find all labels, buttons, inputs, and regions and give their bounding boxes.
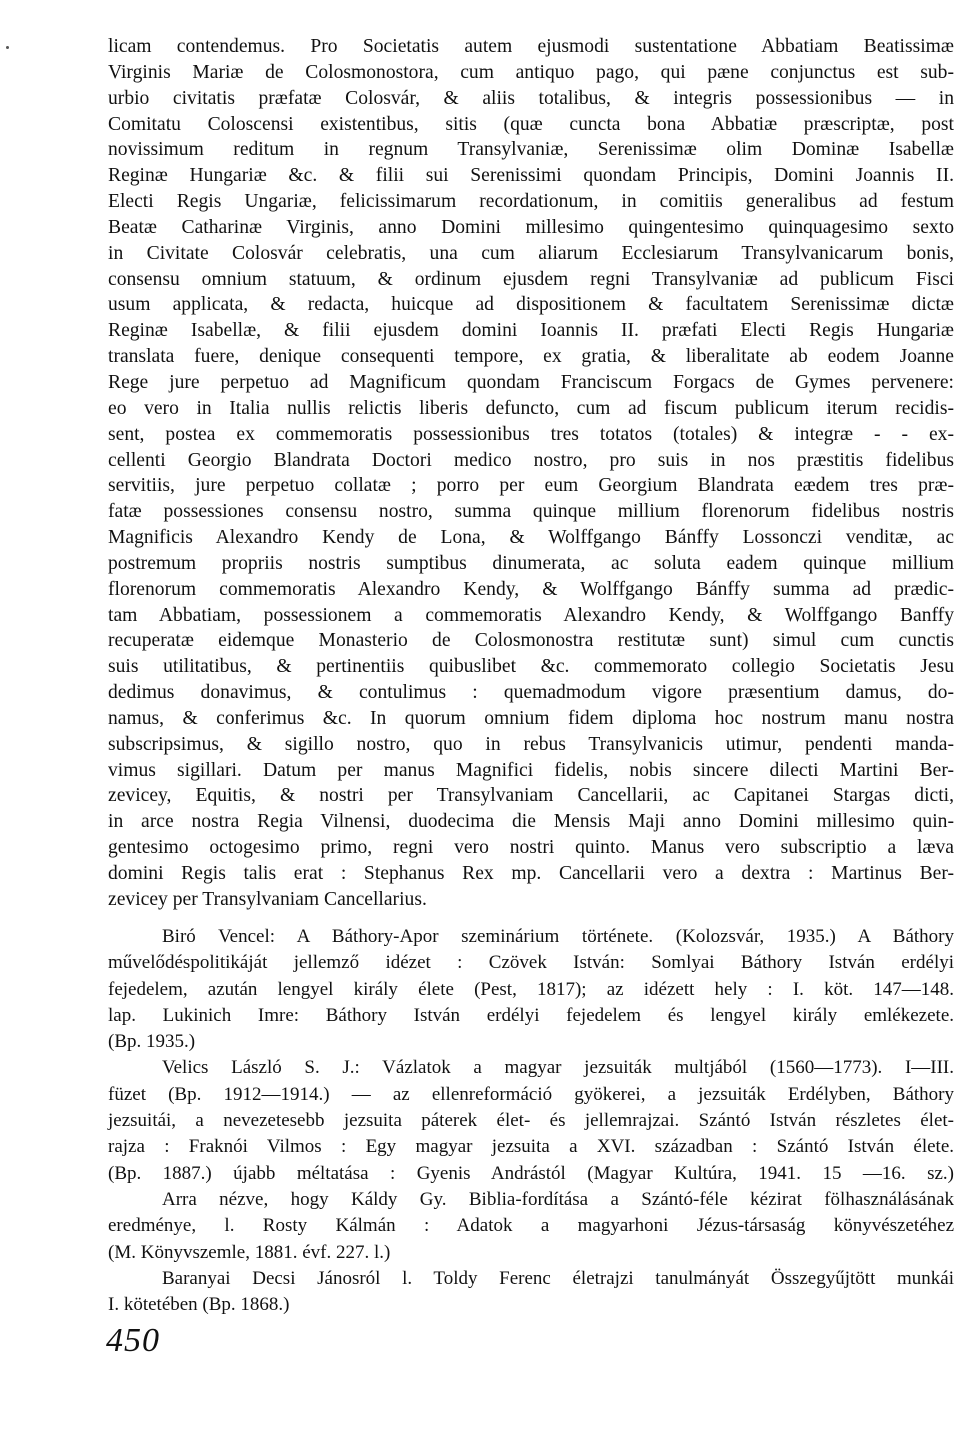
note-line: (Bp. 1935.) <box>108 1031 196 1053</box>
body-line: Reginæ Isabellæ, & filii ejusdem domini Ioannis II. præfati Electi Regis Hungariæ <box>108 320 954 342</box>
body-line: servitiis, jure perpetuo collatæ ; porro per eum Georgium Blandrata eædem tres præ- <box>108 475 954 497</box>
note-line: (Bp. 1887.) újabb méltatása : Gyenis Andrástól (Magyar Kultúra, 1941. 15 —16. sz.) <box>108 1162 954 1184</box>
body-line: in arce nostra Regia Vilnensi, duodecima die Mensis Maji anno Domini millesimo quin- <box>108 811 954 833</box>
body-line: namus, & conferimus &c. In quorum omnium fidem diploma hoc nostrum manu nostra <box>108 707 954 729</box>
body-line: domini Regis talis erat : Stephanus Rex mp. Cancellarii vero a dextra : Martinus Ber- <box>108 863 954 884</box>
scan-speck <box>6 46 9 49</box>
body-line: Electi Regis Ungariæ, felicissimarum recordationum, in comitiis generalibus ad festum <box>108 191 954 213</box>
body-line: dedimus donavimus, & contulimus : quemadmodum vigore præsentium damus, do- <box>108 682 954 704</box>
note-line: művelődéspolitikáját jellemző idézet : Czövek István: Somlyai Báthory István erdélyi <box>108 952 954 974</box>
body-line: sent, postea ex commemoratis possessionibus tres totatos (totales) & integræ - - ex- <box>108 423 954 445</box>
footnotes <box>108 924 954 1318</box>
body-line: Magnificis Alexandro Kendy de Lona, & Wolffgango Bánffy Lossonczi venditæ, ac <box>108 527 954 549</box>
body-line: cellenti Georgio Blandrata Doctori medico nostro, pro suis in nos præstitis fidelibus <box>108 449 954 471</box>
body-line: zevicey per Transylvaniam Cancellarius. <box>108 888 427 910</box>
note-line: lap. Lukinich Imre: Báthory István erdélyi fejedelem és lengyel király emlékezete. <box>108 1004 954 1026</box>
body-line: consensu omnium statuum, & ordinum ejusdem regni Transylvaniæ ad publicum Fisci <box>108 268 954 290</box>
body-line: postremum propriis nostris sumptibus dinumerata, ac soluta eadem quinque millium <box>108 552 954 574</box>
note-line: Velics László S. J.: Vázlatok a magyar jezsuiták multjából (1560—1773). I—III. <box>162 1057 954 1079</box>
body-line: gentesimo octogesimo primo, regni vero nostri quinto. Manus vero subscriptio a læva <box>108 837 954 859</box>
body-line: eo vero in Italia nullis relictis liberis defuncto, cum ad fiscum publicum iterum recidis- <box>108 397 954 419</box>
body-line: usum applicata, & redacta, huicque ad dispositionem & facultatem Serenissimæ dictæ <box>108 294 954 316</box>
body-line: fatæ possessiones consensu nostro, summa quinque millium florenorum fidelibus nostris <box>108 501 954 523</box>
note-line: (M. Könyvszemle, 1881. évf. 227. l.) <box>108 1241 391 1263</box>
body-line: florenorum commemoratis Alexandro Kendy, & Wolffgango Bánffy summa ad prædic- <box>108 578 954 600</box>
body-line: zevicey, Equitis, & nostri per Transylvaniam Cancellarii, ac Capitanei Stargas dicti, <box>108 785 954 807</box>
note-line: rajza : Fraknói Vilmos : Egy magyar jezsuita a XVI. században : Szántó István élete. <box>108 1136 954 1158</box>
body-line: subscripsimus, & sigillo nostro, quo in rebus Transylvanicis utimur, pendenti manda- <box>108 733 954 755</box>
body-line: in Civitate Colosvár celebratis, una cum aliarum Ecclesiarum Transylvanicarum bonis, <box>108 242 954 264</box>
body-line: urbio civitatis præfatæ Colosvár, & aliis totalibus, & integris possessionibus — in <box>108 87 954 109</box>
note-line: jezsuitái, a nevezetesebb jezsuita páterek élet- és jellemrajzai. Szántó István részletes élet- <box>108 1110 954 1132</box>
note-line: füzet (Bp. 1912—1914.) — az ellenreformáció gyökerei, a jezsuiták Erdélyben, Báthory <box>108 1083 954 1105</box>
note-line: Baranyai Decsi Jánosról l. Toldy Ferenc életrajzi tanulmányát Összegyűjtött munkái <box>162 1267 954 1289</box>
body-line: Comitatu Coloscensi existentibus, sitis (quæ cuncta bona Abbatiæ præscriptæ, post <box>108 113 954 135</box>
page-number: 450 <box>106 1322 160 1359</box>
body-line: tam Abbatiam, possessionem a commemoratis Alexandro Kendy, & Wolffgango Banffy <box>108 604 954 626</box>
body-line: novissimum reditum in regnum Transylvaniæ, Serenissimæ olim Dominæ Isabellæ <box>108 139 954 161</box>
body-line: Virginis Mariæ de Colosmonostora, cum antiquo pago, qui pæne conjunctus est sub- <box>108 61 954 83</box>
body-line: Beatæ Catharinæ Virginis, anno Domini millesimo quingentesimo quinquagesimo sexto <box>108 216 954 238</box>
body-line: Rege jure perpetuo ad Magnificum quondam Franciscum Forgacs de Gymes pervenere: <box>108 371 954 393</box>
body-line: licam contendemus. Pro Societatis autem ejusmodi sustentatione Abbatiam Beatissimæ <box>108 36 954 57</box>
note-line: I. kötetében (Bp. 1868.) <box>108 1294 290 1316</box>
body-line: vimus sigillari. Datum per manus Magnifici fidelis, nobis sincere dilecti Martini Ber- <box>108 759 954 781</box>
note-line: eredménye, l. Rosty Kálmán : Adatok a magyarhoni Jézus-társaság könyvészetéhez <box>108 1215 954 1237</box>
body-line: suis utilitatibus, & pertinentiis quibuslibet &c. commemorato collegio Societatis Jesu <box>108 656 954 678</box>
body-line: Reginæ Hungariæ &c. & filii sui Serenissimi quondam Principis, Domini Joannis II. <box>108 165 954 187</box>
note-line: fejedelem, azután lengyel király élete (Pest, 1817); az idézett hely : I. köt. 147—148. <box>108 978 954 1000</box>
latin-diploma-text <box>108 34 954 913</box>
body-line: recuperatæ eidemque Monasterio de Colosmonostra restitutæ sunt) simul cum cunctis <box>108 630 954 652</box>
body-line: translata fuere, denique consequenti tempore, ex gratia, & liberalitate ab eodem Joanne <box>108 346 954 368</box>
note-line: Arra nézve, hogy Káldy Gy. Biblia-fordítása a Szántó-féle kézirat fölhasználásának <box>162 1188 954 1210</box>
note-line: Biró Vencel: A Báthory-Apor szeminárium története. (Kolozsvár, 1935.) A Báthory <box>162 926 954 947</box>
